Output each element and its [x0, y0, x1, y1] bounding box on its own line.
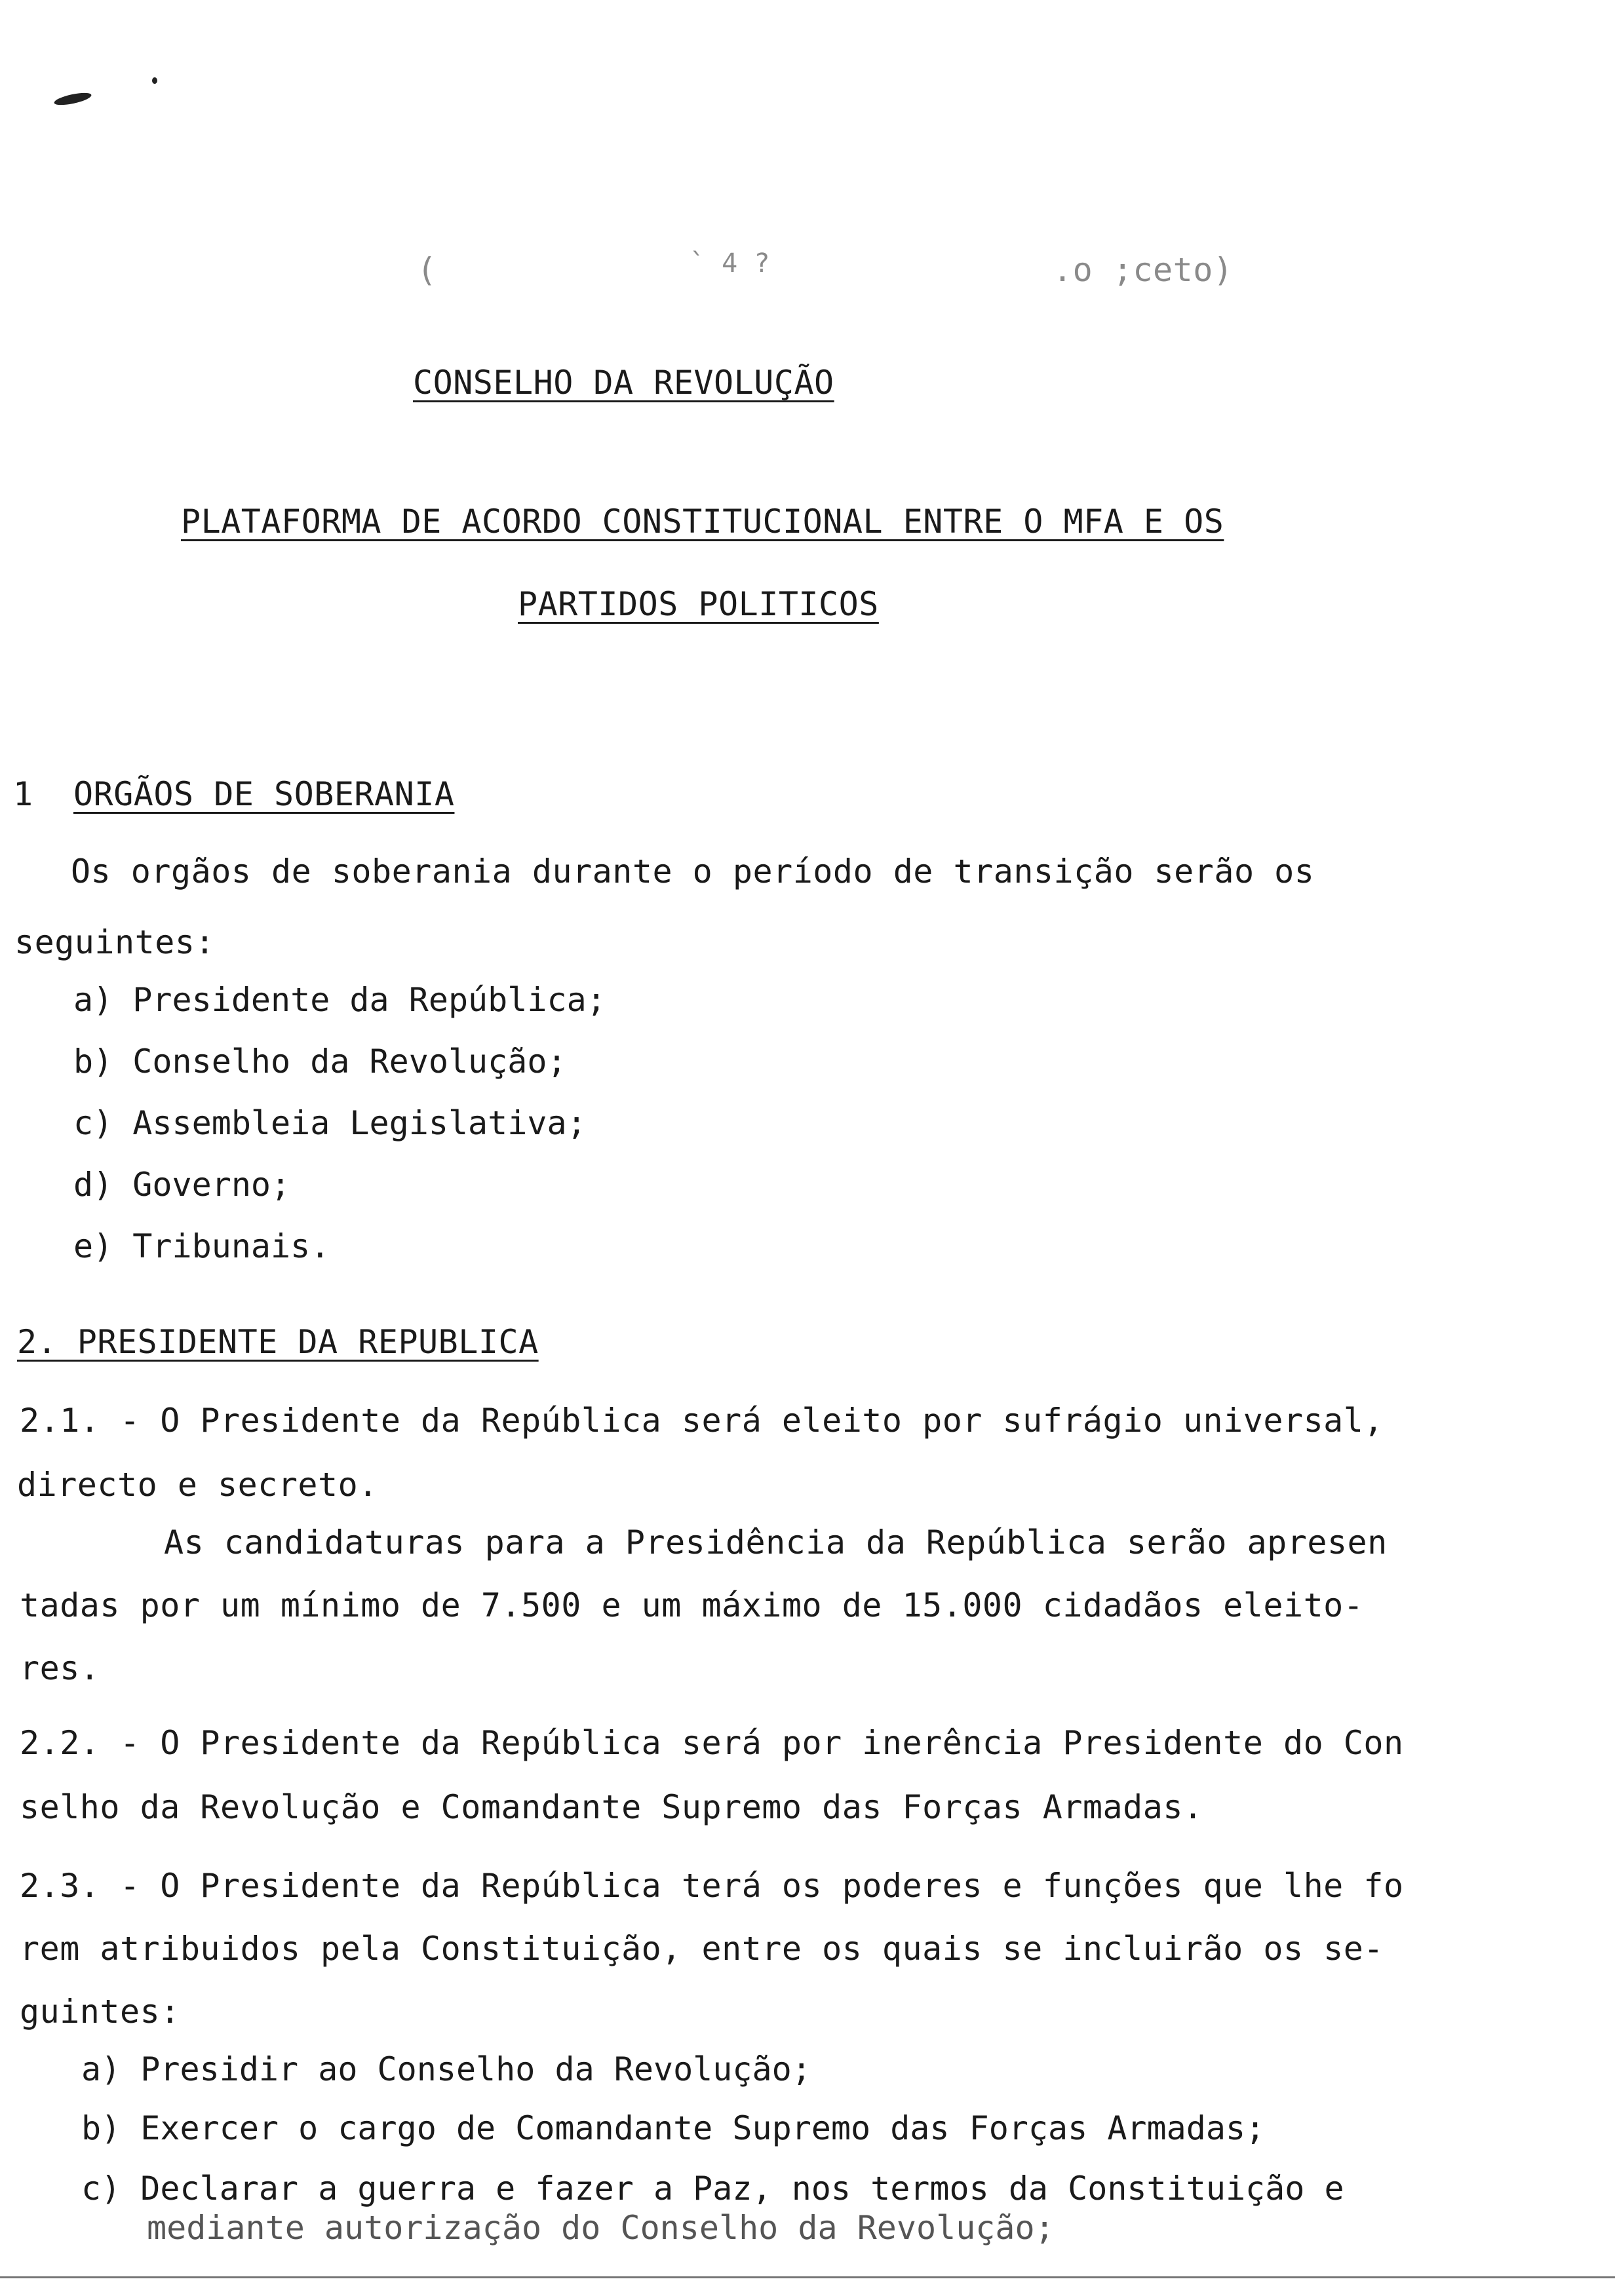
- paragraph-2-1-line1: 2.1. - O Presidente da República será eleito por sufrágio universal,: [20, 1402, 1384, 1440]
- section1-intro-line1: Os orgãos de soberania durante o período de transição serão os: [71, 852, 1315, 890]
- section2-heading: 2. PRESIDENTE DA REPUBLICA: [17, 1323, 539, 1361]
- document-title-line1: PLATAFORMA DE ACORDO CONSTITUCIONAL ENTRE O MFA E OS: [181, 503, 1224, 541]
- stamp-right: .o ;ceto): [1053, 251, 1234, 289]
- stamp-mid: ` 4 ?: [690, 248, 770, 278]
- paragraph-2-3-line3: guintes:: [20, 1993, 180, 2031]
- scan-edge-line: [0, 2276, 1615, 2278]
- list-item: a) Presidente da República;: [73, 981, 606, 1019]
- list-item: b) Exercer o cargo de Comandante Supremo das Forças Armadas;: [81, 2109, 1266, 2147]
- paragraph-2-1b-line3: res.: [20, 1649, 100, 1687]
- section1-heading: ORGÃOS DE SOBERANIA: [73, 775, 455, 813]
- paragraph-2-3-line2: rem atribuidos pela Constituição, entre os quais se incluirão os se-: [20, 1930, 1384, 1968]
- list-item: e) Tribunais.: [73, 1227, 330, 1265]
- paragraph-2-2-line2: selho da Revolução e Comandante Supremo das Forças Armadas.: [20, 1788, 1203, 1826]
- ink-dot: [152, 77, 157, 84]
- section1-intro-line2: seguintes:: [14, 923, 216, 961]
- list-item: b) Conselho da Revolução;: [73, 1043, 567, 1081]
- ink-mark: [53, 90, 92, 107]
- list-item-continuation: mediante autorização do Conselho da Revolução;: [147, 2209, 1055, 2247]
- stamp-left: (: [417, 251, 437, 289]
- paragraph-2-1-line2: directo e secreto.: [17, 1466, 378, 1504]
- section1-number: 1: [13, 775, 33, 813]
- list-item: c) Declarar a guerra e fazer a Paz, nos termos da Constituição e: [81, 2170, 1344, 2208]
- paragraph-2-1b-line1: As candidaturas para a Presidência da República serão apresen: [164, 1523, 1388, 1561]
- issuer-heading: CONSELHO DA REVOLUÇÃO: [413, 364, 834, 402]
- list-item: d) Governo;: [73, 1166, 291, 1204]
- list-item: c) Assembleia Legislativa;: [73, 1104, 587, 1142]
- list-item: a) Presidir ao Conselho da Revolução;: [81, 2050, 811, 2088]
- paragraph-2-2-line1: 2.2. - O Presidente da República será por inerência Presidente do Con: [20, 1724, 1404, 1762]
- paragraph-2-3-line1: 2.3. - O Presidente da República terá os poderes e funções que lhe fo: [20, 1867, 1404, 1905]
- paragraph-2-1b-line2: tadas por um mínimo de 7.500 e um máximo de 15.000 cidadãos eleito-: [20, 1586, 1364, 1624]
- document-title-line2: PARTIDOS POLITICOS: [518, 585, 879, 623]
